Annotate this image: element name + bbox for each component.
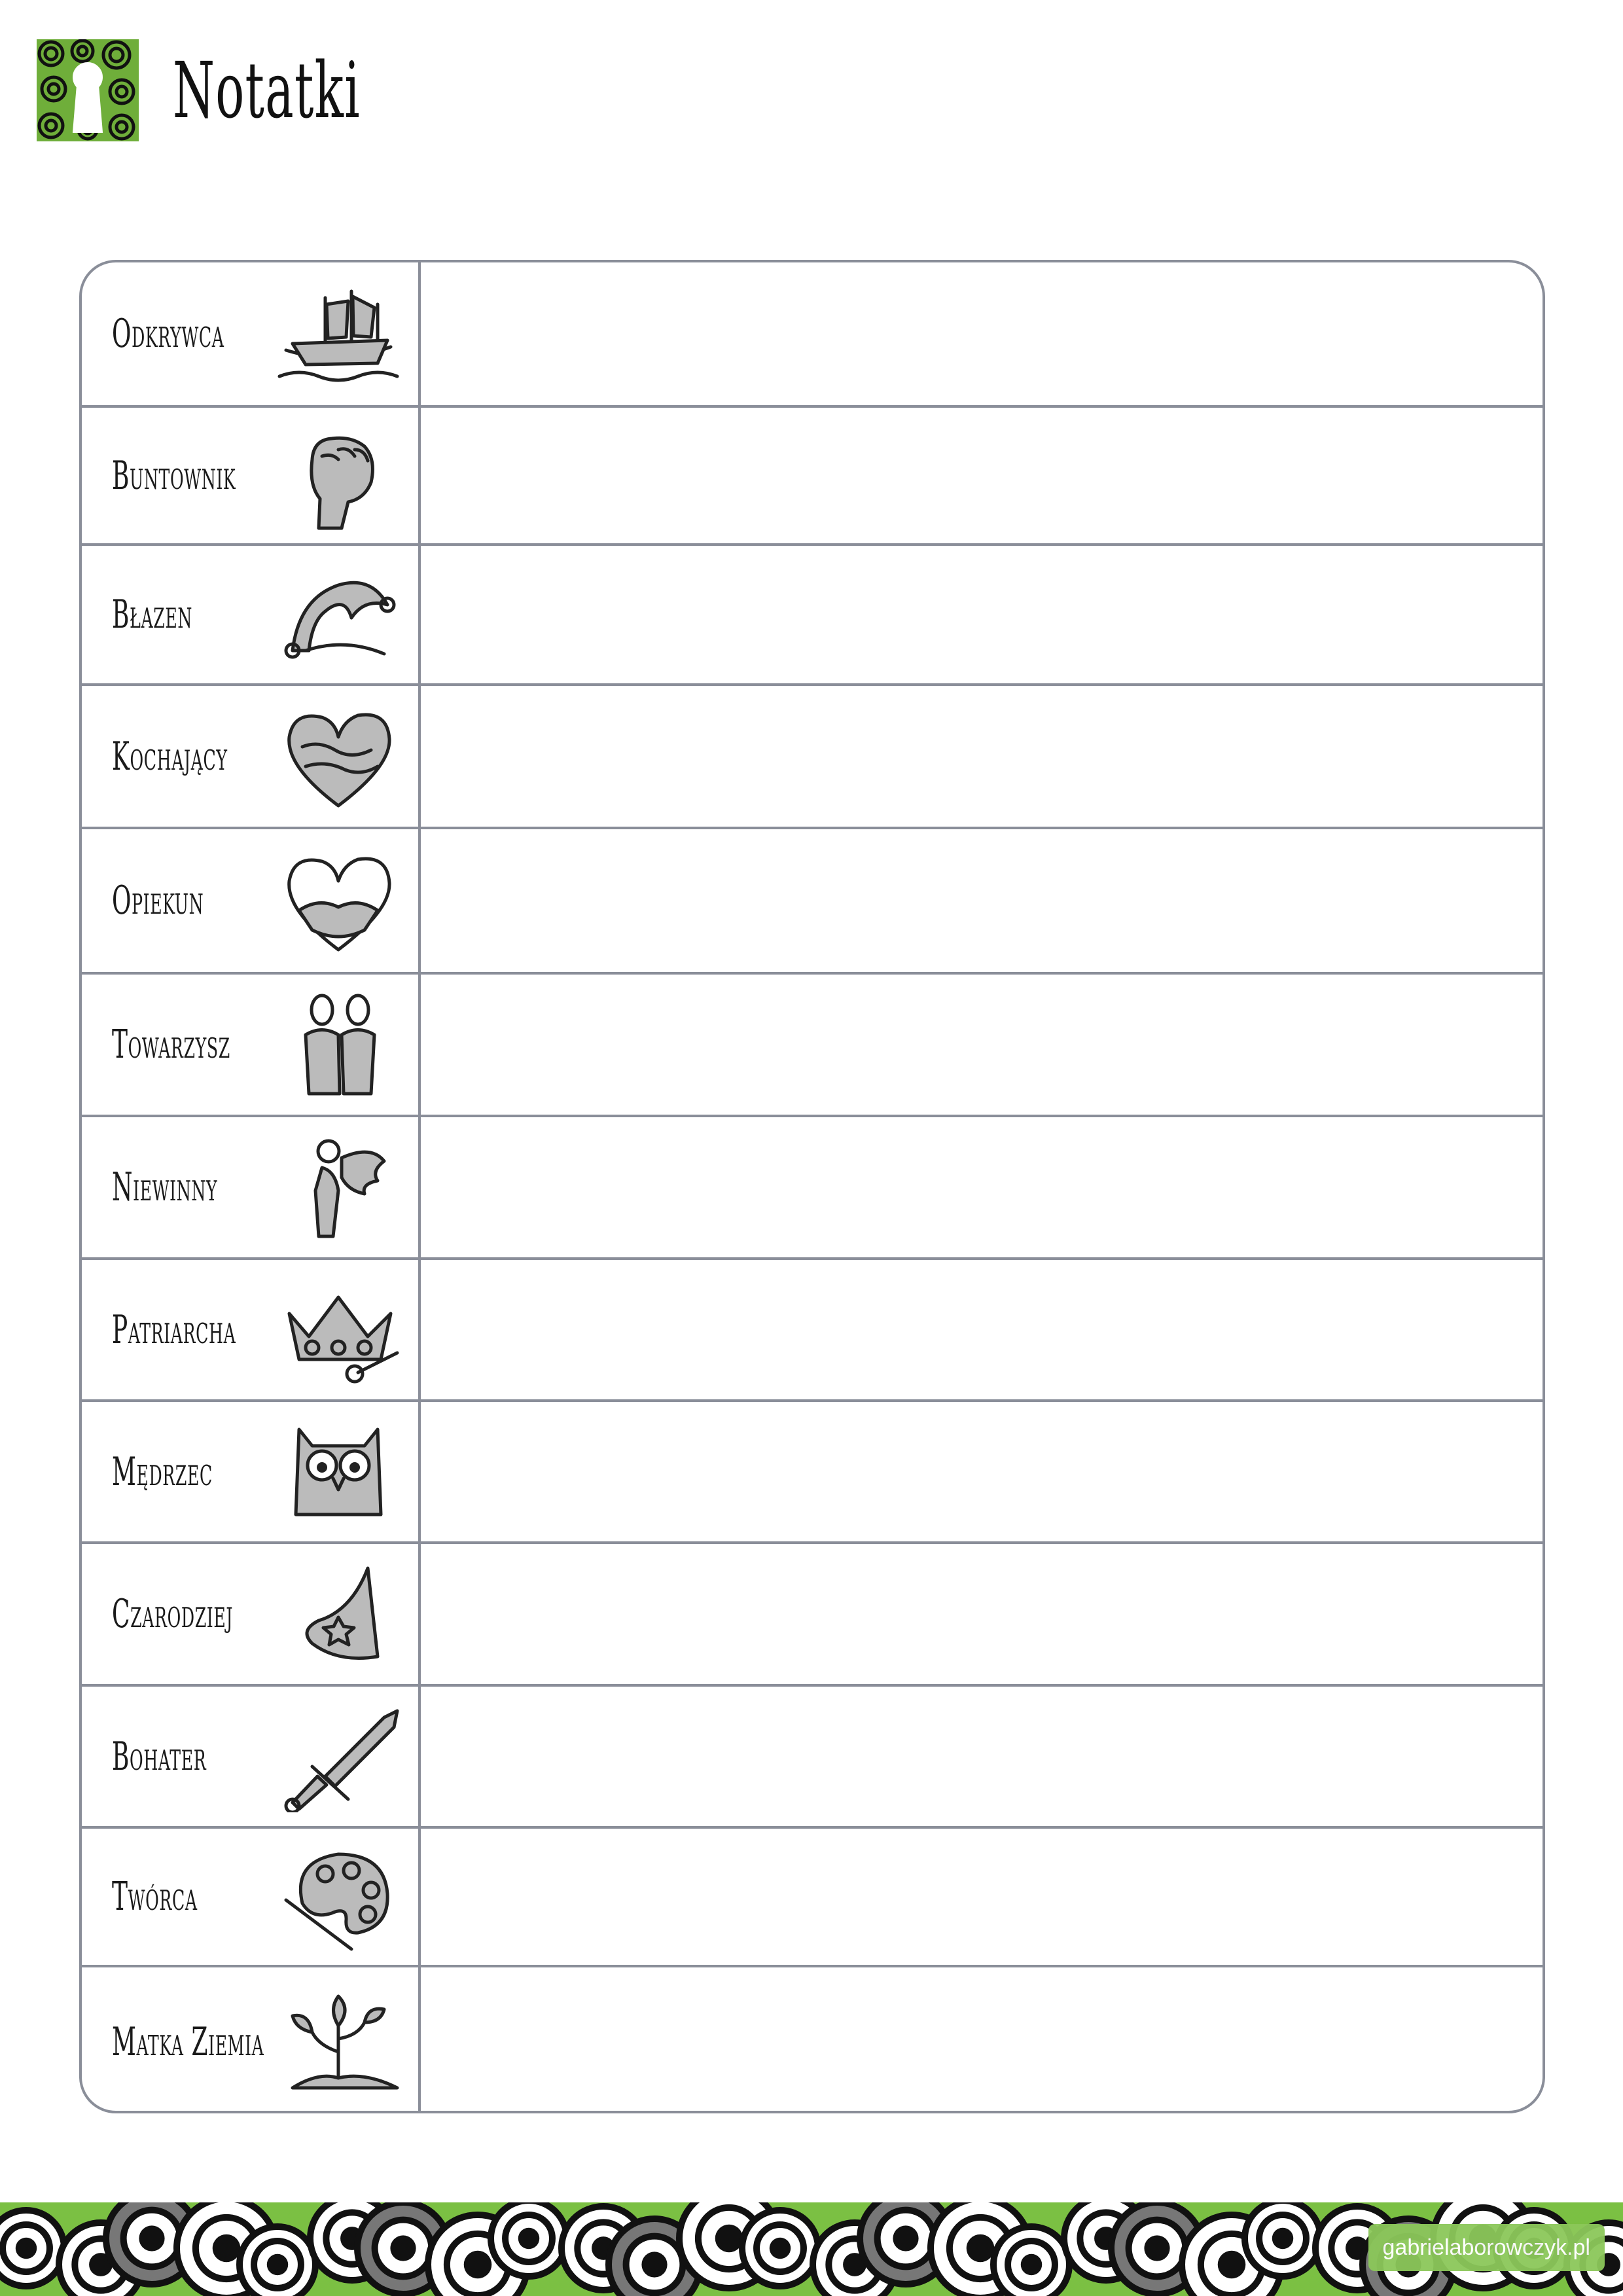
angel-icon [273, 1132, 404, 1243]
two-friends-icon [273, 989, 404, 1100]
notes-cell[interactable] [421, 1967, 1543, 2113]
archetype-label-cell [82, 1829, 421, 1965]
archetype-label: Patriarcha [112, 1306, 236, 1353]
archetype-label-cell [82, 1260, 421, 1399]
notes-cell[interactable] [421, 546, 1543, 683]
archetype-label: Błazen [112, 592, 193, 637]
sword-icon [273, 1701, 404, 1812]
archetype-label: Odkrywca [112, 311, 224, 357]
notes-cell[interactable] [421, 829, 1543, 972]
crown-scepter-icon [273, 1274, 404, 1386]
archetype-label-cell [82, 262, 421, 405]
keyhole-logo-icon [37, 39, 139, 141]
handshake-heart-icon [273, 845, 404, 956]
archetype-label: Mędrzec [112, 1448, 213, 1495]
notes-cell[interactable] [421, 1544, 1543, 1684]
table-row [82, 1829, 1543, 1967]
notes-table [79, 260, 1545, 2113]
notes-cell[interactable] [421, 408, 1543, 543]
table-row [82, 829, 1543, 975]
archetype-label: Towarzysz [112, 1022, 230, 1067]
archetype-label-cell [82, 408, 421, 543]
notes-cell[interactable] [421, 686, 1543, 827]
table-row [82, 1402, 1543, 1544]
wizard-hat-icon [273, 1558, 404, 1670]
table-row [82, 1544, 1543, 1687]
notes-cell[interactable] [421, 1117, 1543, 1257]
table-row [82, 408, 1543, 546]
archetype-label-cell [82, 1402, 421, 1541]
table-row [82, 1967, 1543, 2113]
archetype-label-cell [82, 1117, 421, 1257]
archetype-label: Bohater [112, 1733, 207, 1780]
raised-fist-icon [273, 420, 404, 531]
archetype-label: Twórca [112, 1874, 198, 1920]
archetype-label: Niewinny [112, 1164, 218, 1210]
page-header [37, 38, 476, 143]
archetype-label-cell [82, 546, 421, 683]
archetype-label-cell [82, 1687, 421, 1826]
table-row [82, 686, 1543, 829]
notes-cell[interactable] [421, 1829, 1543, 1965]
page-title: Notatki [173, 45, 361, 135]
notes-cell[interactable] [421, 1687, 1543, 1826]
palette-brush-icon [273, 1841, 404, 1952]
owl-icon [273, 1416, 404, 1528]
archetype-label-cell [82, 1544, 421, 1684]
archetype-label: Kochający [112, 733, 228, 780]
jester-hat-icon [273, 559, 404, 670]
archetype-label: Czarodziej [112, 1591, 234, 1637]
notes-cell[interactable] [421, 975, 1543, 1115]
sprout-icon [273, 1986, 404, 2098]
table-row [82, 1117, 1543, 1260]
notes-cell[interactable] [421, 1402, 1543, 1541]
archetype-label: Matka Ziemia [112, 2018, 264, 2065]
ship-icon [273, 278, 404, 389]
table-row [82, 1260, 1543, 1402]
archetype-label-cell [82, 975, 421, 1115]
table-row [82, 975, 1543, 1117]
table-row [82, 546, 1543, 686]
archetype-label: Opiekun [112, 878, 204, 924]
archetype-label: Buntownik [112, 452, 236, 499]
table-row [82, 262, 1543, 408]
heart-icon [273, 701, 404, 812]
archetype-label-cell [82, 1967, 421, 2113]
table-row [82, 1687, 1543, 1829]
notes-cell[interactable] [421, 1260, 1543, 1399]
notes-cell[interactable] [421, 262, 1543, 405]
archetype-label-cell [82, 686, 421, 827]
archetype-label-cell [82, 829, 421, 972]
website-badge: gabrielaborowczyk.pl [1368, 2224, 1605, 2271]
